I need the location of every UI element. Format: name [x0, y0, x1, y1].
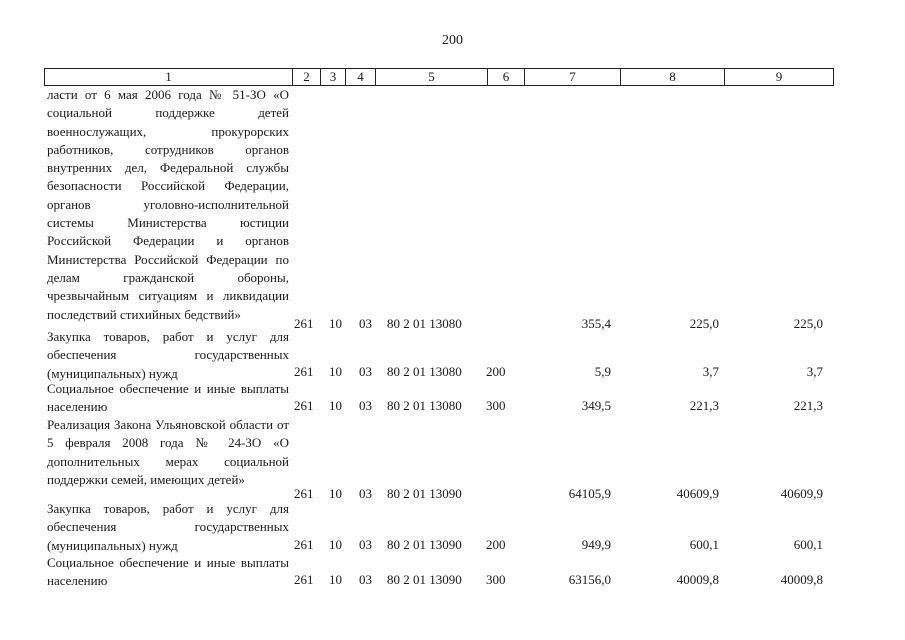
header-col-6: 6 — [488, 69, 525, 85]
row-description: Закупка товаров, работ и услуг для обеспечения государственных (муниципальных) нужд — [47, 329, 289, 381]
cell-col-7: 355,4 — [581, 316, 611, 331]
cell-col-3: 10 — [329, 316, 342, 331]
cell-col-7: 63156,0 — [568, 572, 611, 587]
cell-col-4: 03 — [359, 316, 372, 331]
cell-col-7: 64105,9 — [568, 486, 611, 501]
cell-col-7: 949,9 — [581, 537, 611, 552]
cell-col-6: 200 — [486, 537, 506, 552]
cell-col-5: 80 2 01 13080 — [387, 364, 462, 379]
page-number: 200 — [442, 33, 463, 48]
row-description: Социальное обеспечение и иные выплаты населению — [47, 555, 289, 589]
cell-col-8: 221,3 — [689, 398, 719, 413]
cell-col-4: 03 — [359, 364, 372, 379]
cell-col-5: 80 2 01 13090 — [387, 486, 462, 501]
cell-col-4: 03 — [359, 572, 372, 587]
header-col-7: 7 — [525, 69, 621, 85]
cell-col-7: 5,9 — [594, 364, 611, 379]
cell-col-8: 600,1 — [689, 537, 719, 552]
cell-col-9: 221,3 — [793, 398, 823, 413]
cell-col-2: 261 — [294, 316, 314, 331]
cell-col-9: 225,0 — [793, 316, 823, 331]
cell-col-5: 80 2 01 13090 — [387, 537, 462, 552]
cell-col-8: 3,7 — [702, 364, 719, 379]
cell-col-7: 349,5 — [581, 398, 611, 413]
cell-col-3: 10 — [329, 572, 342, 587]
cell-col-5: 80 2 01 13080 — [387, 316, 462, 331]
cell-col-2: 261 — [294, 486, 314, 501]
cell-col-2: 261 — [294, 398, 314, 413]
header-col-5: 5 — [376, 69, 488, 85]
header-col-9: 9 — [775, 69, 783, 84]
cell-col-5: 80 2 01 13080 — [387, 398, 462, 413]
cell-col-2: 261 — [294, 364, 314, 379]
cell-col-8: 40009,8 — [676, 572, 719, 587]
cell-col-3: 10 — [329, 486, 342, 501]
cell-col-4: 03 — [359, 398, 372, 413]
header-col-4: 4 — [346, 69, 376, 85]
cell-col-6: 200 — [486, 364, 506, 379]
cell-col-9: 600,1 — [793, 537, 823, 552]
cell-col-5: 80 2 01 13090 — [387, 572, 462, 587]
cell-col-4: 03 — [359, 537, 372, 552]
cell-col-4: 03 — [359, 486, 372, 501]
row-description: Реализация Закона Ульяновской области от 5 февраля 2008 года № 24-ЗО «О дополнительных мерах социальной поддержки семей, имеющих детей» — [47, 417, 289, 487]
row-description: Социальное обеспечение и иные выплаты населению — [47, 381, 289, 415]
cell-col-8: 225,0 — [689, 316, 719, 331]
header-col-2: 2 — [293, 69, 321, 85]
cell-col-3: 10 — [329, 537, 342, 552]
cell-col-6: 300 — [486, 398, 506, 413]
cell-col-9: 3,7 — [806, 364, 823, 379]
cell-col-3: 10 — [329, 398, 342, 413]
cell-col-9: 40009,8 — [780, 572, 823, 587]
cell-col-8: 40609,9 — [676, 486, 719, 501]
header-col-3: 3 — [321, 69, 346, 85]
cell-col-9: 40609,9 — [780, 486, 823, 501]
cell-col-2: 261 — [294, 572, 314, 587]
cell-col-6: 300 — [486, 572, 506, 587]
header-col-1: 1 — [45, 69, 293, 85]
cell-col-3: 10 — [329, 364, 342, 379]
row-description: ласти от 6 мая 2006 года № 51-ЗО «О социальной поддержке детей военнослужащих, прокурорских работников, сотрудников органов внутренних дел, Федеральной службы безопасности Российской Федерации, органов уголовно-исполнительной системы Министерства юстиции Российской Федерации и органов Министерства Российской Федерации по делам гражданской обороны, чрезвычайным ситуациям и ликвидации последствий стихийных бедствий» — [47, 87, 289, 322]
cell-col-2: 261 — [294, 537, 314, 552]
row-description: Закупка товаров, работ и услуг для обеспечения государственных (муниципальных) нужд — [47, 501, 289, 553]
header-col-8: 8 — [621, 69, 725, 85]
